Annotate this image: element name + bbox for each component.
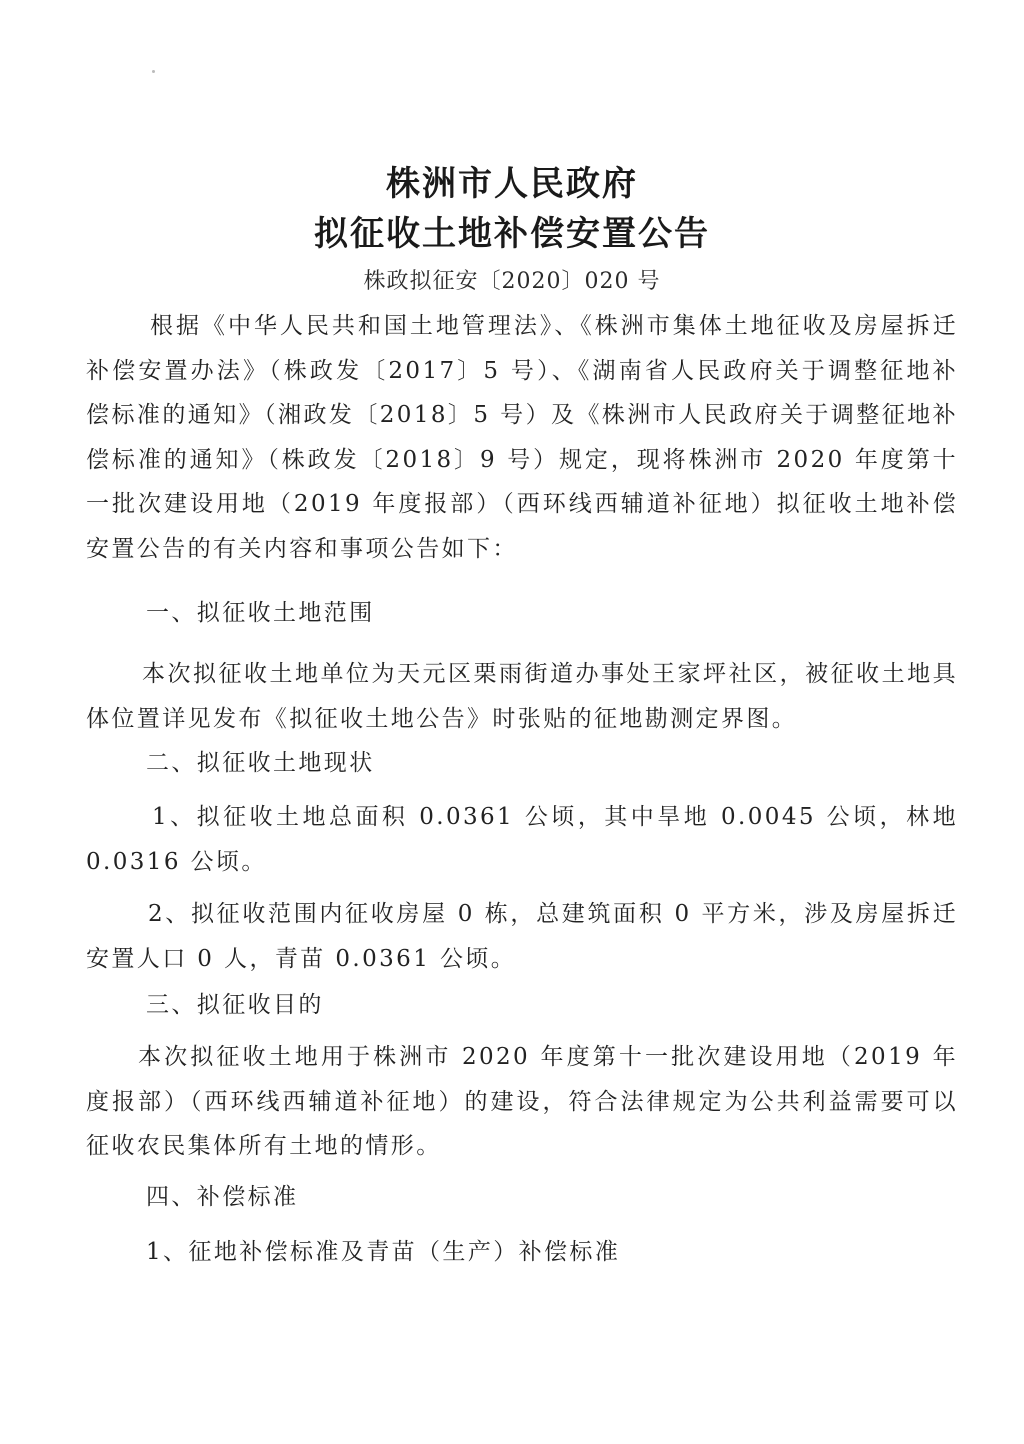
section-status-item-1: 1、拟征收土地总面积 0.0361 公顷，其中旱地 0.0045 公顷，林地 0.0316 公顷。 [86,804,958,875]
section-heading-status: 二、拟征收土地现状 [146,750,375,776]
scan-speck [152,70,155,73]
section-scope-text: 本次拟征收土地单位为天元区栗雨街道办事处王家坪社区，被征收土地具体位置详见发布《拟征收土地公告》时张贴的征地勘测定界图。 [86,661,958,732]
section-purpose-text: 本次拟征收土地用于株洲市 2020 年度第十一批次建设用地（2019 年度报部）（西环线西辅道补征地）的建设，符合法律规定为公共利益需要可以征收农民集体所有土地的情形。 [86,1044,958,1159]
document-title-issuer: 株洲市人民政府 [386,164,638,204]
section-status-item-2: 2、拟征收范围内征收房屋 0 栋，总建筑面积 0 平方米，涉及房屋拆迁安置人口 0 人，青苗 0.0361 公顷。 [86,901,958,972]
document-number: 株政拟征安〔2020〕020 号 [363,269,661,294]
section-heading-compensation: 四、补偿标准 [146,1184,299,1210]
section-heading-purpose: 三、拟征收目的 [146,992,324,1018]
section-compensation-item-1: 1、征地补偿标准及青苗（生产）补偿标准 [146,1239,621,1265]
section-heading-scope: 一、拟征收土地范围 [146,600,375,626]
intro-paragraph: 根据《中华人民共和国土地管理法》、《株洲市集体土地征收及房屋拆迁补偿安置办法》（株政发〔2017〕5 号）、《湖南省人民政府关于调整征地补偿标准的通知》（湘政发〔2018〕5 号）及《株洲市人民政府关于调整征地补偿标准的通知》（株政发〔2018〕9 号）规定，现将株洲市 2020 年度第十一批次建设用地（2019 年度报部）（西环线西辅道补征地）拟征收土地补偿安置公告的有关内容和事项公告如下： [86,313,958,562]
document-title-subject: 拟征收土地补偿安置公告 [314,214,710,254]
